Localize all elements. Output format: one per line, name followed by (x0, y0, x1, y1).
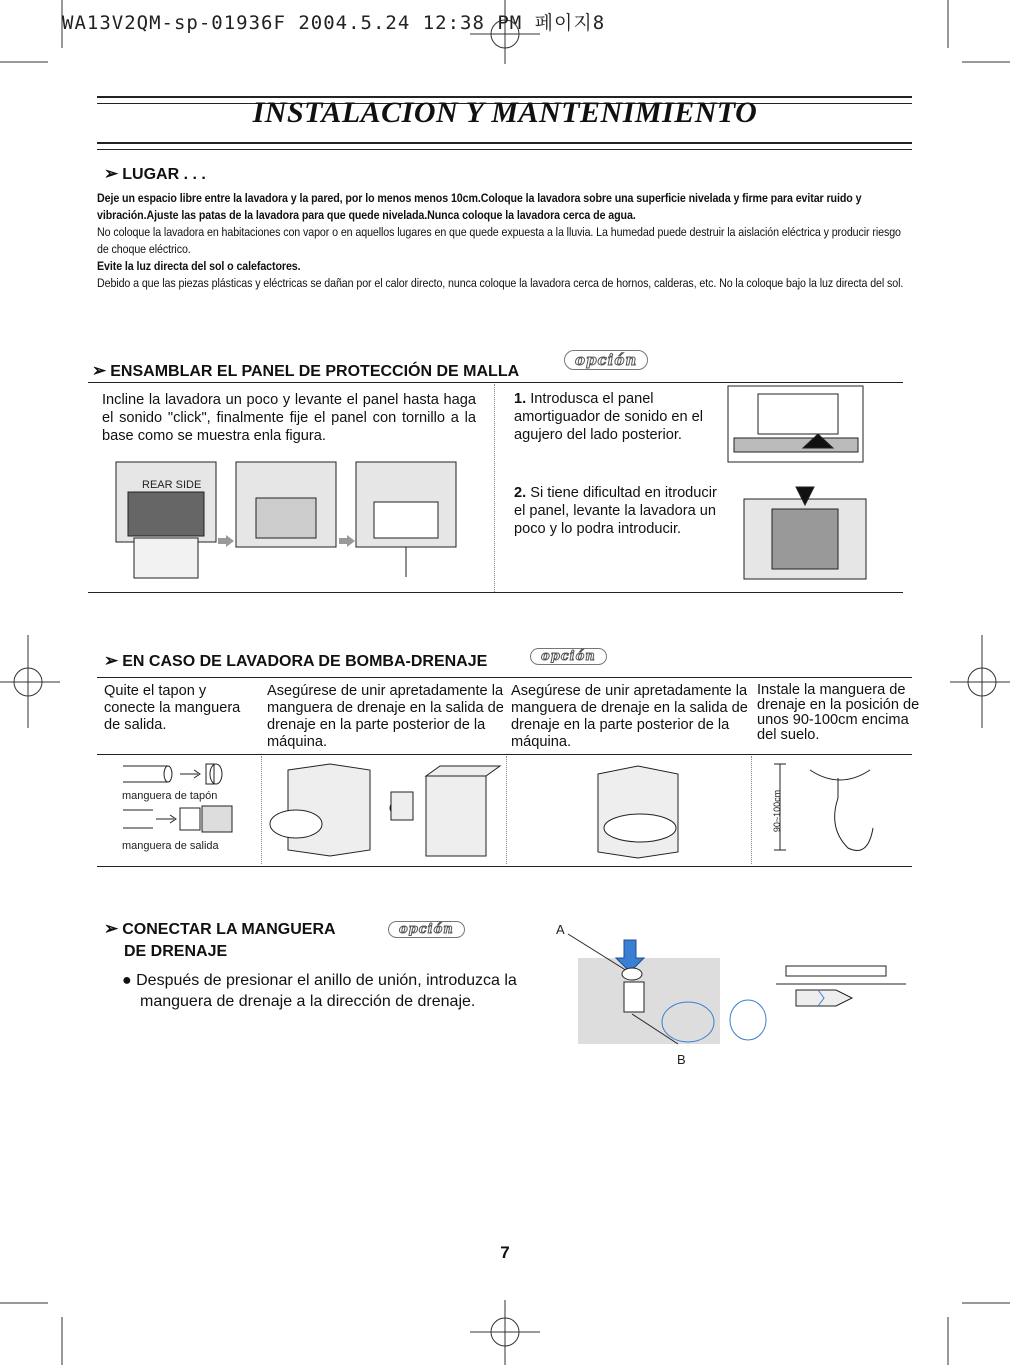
section-rule (88, 382, 903, 383)
option-badge: opción (564, 350, 648, 370)
section-rule (97, 754, 912, 755)
section-lugar-heading (104, 164, 206, 184)
page-number: 7 (500, 1243, 510, 1262)
section-connect-heading (104, 918, 336, 963)
option-badge: opción (388, 921, 465, 938)
arrow-bullet-icon: ➢ (104, 651, 119, 670)
arrow-bullet-icon: ➢ (92, 361, 107, 380)
drain-machine-illustration-2 (590, 762, 720, 862)
column-divider (261, 756, 262, 864)
section-panel-heading (92, 361, 519, 381)
drain-col-3: Asegúrese de unir apretadamente la manguera de drenaje en la salida de drenaje en la parte posterior de la máquina. (511, 683, 748, 750)
plug-hose-illustration (118, 758, 238, 848)
lugar-bold-2: Evite la luz directa del sol o calefactores. (97, 259, 301, 273)
step-number: 2. (514, 485, 527, 501)
height-label: 90~100cm (772, 789, 783, 833)
drain-col-1: Quite el tapon y conecte la manguera de salida. (104, 683, 241, 733)
lugar-normal-1: No coloque la lavadora en habitaciones con vapor o en aquellos lugares en que quede expuesta a la lluvia. La humedad puede destruir la aislación eléctrica y producir riesgo de choque eléctrico. (97, 225, 901, 256)
arrow-right-icon (339, 535, 355, 547)
arrow-right-icon (218, 535, 234, 547)
label-a: A (556, 922, 565, 937)
drain-height-illustration (770, 760, 880, 860)
connect-illustration-2 (746, 940, 916, 1050)
section-rule (97, 677, 912, 678)
column-divider (751, 756, 752, 864)
plug-hose-label: manguera de tapón (122, 790, 218, 802)
panel-illustration-5 (744, 487, 874, 587)
heading-text: EN CASO DE LAVADORA DE BOMBA-DRENAJE (122, 653, 488, 670)
connect-illustration-1 (548, 922, 748, 1052)
bullet-text: Después de presionar el anillo de unión, introduzca la manguera de drenaje a la dirección de drenaje. (136, 972, 517, 1010)
lugar-bold-1: Deje un espacio libre entre la lavadora y la pared, por lo menos menos 10cm.Coloque la lavadora sobre una superficie nivelada y firme para evitar ruido y vibración.Ajuste las patas de la lavadora para que quede nivelada.Nunca coloque la lavadora cerca de agua. (97, 191, 862, 222)
panel-illustration-2 (236, 462, 346, 562)
heading-text: ENSAMBLAR EL PANEL DE PROTECCIÓN DE MALLA (110, 363, 520, 380)
lugar-normal-2: Debido a que las piezas plásticas y eléctricas se dañan por el calor directo, nunca coloque la lavadora cerca de hornos, calderas, etc. No la coloque bajo la luz directa del sol. (97, 276, 904, 290)
connect-bullet (122, 970, 562, 1012)
rear-side-label: REAR SIDE (142, 479, 202, 491)
section-drain-heading (104, 651, 487, 671)
column-divider (506, 756, 507, 864)
drain-machine-illustration-1 (266, 762, 496, 862)
bullet-dot-icon: ● (122, 972, 132, 989)
title-rule-bottom (97, 142, 912, 150)
section-rule (88, 592, 903, 593)
outlet-hose-label: manguera de salida (122, 840, 219, 852)
drain-col-2: Asegúrese de unir apretadamente la manguera de drenaje en la salida de drenaje en la parte posterior de la máquina. (267, 683, 504, 750)
heading-text: DE DRENAJE (124, 943, 228, 960)
lugar-text (97, 190, 905, 292)
arrow-bullet-icon: ➢ (104, 919, 119, 938)
heading-text: LUGAR . . . (122, 166, 206, 183)
print-header: WA13V2QM-sp-01936F 2004.5.24 12:38 PM 페이지8 (62, 12, 606, 34)
panel-step-2 (514, 484, 718, 538)
drain-col-4: Instale la manguera de drenaje en la posición de unos 90-100cm encima del suelo. (757, 682, 920, 743)
page-title: INSTALACION Y MANTENIMIENTO (252, 96, 758, 129)
step-number: 1. (514, 391, 527, 407)
option-badge: opción (530, 648, 607, 665)
label-b: B (677, 1052, 686, 1067)
column-divider (494, 384, 495, 592)
section-rule (97, 866, 912, 867)
heading-text: CONECTAR LA MANGUERA (122, 921, 336, 938)
panel-illustration-3 (356, 462, 466, 582)
step-text: Introdusca el panel amortiguador de sonido en el agujero del lado posterior. (514, 391, 704, 443)
panel-illustration-4 (728, 386, 868, 466)
panel-intro: Incline la lavadora un poco y levante el panel hasta haga el sonido "click", finalmente fije el panel con tornillo a la base como se muestra enla figura. (102, 392, 476, 444)
arrow-bullet-icon: ➢ (104, 164, 119, 183)
panel-step-1 (514, 390, 710, 444)
step-text: Si tiene dificultad en itroducir el panel, levante la lavadora un poco y lo podra introducir. (514, 485, 717, 537)
